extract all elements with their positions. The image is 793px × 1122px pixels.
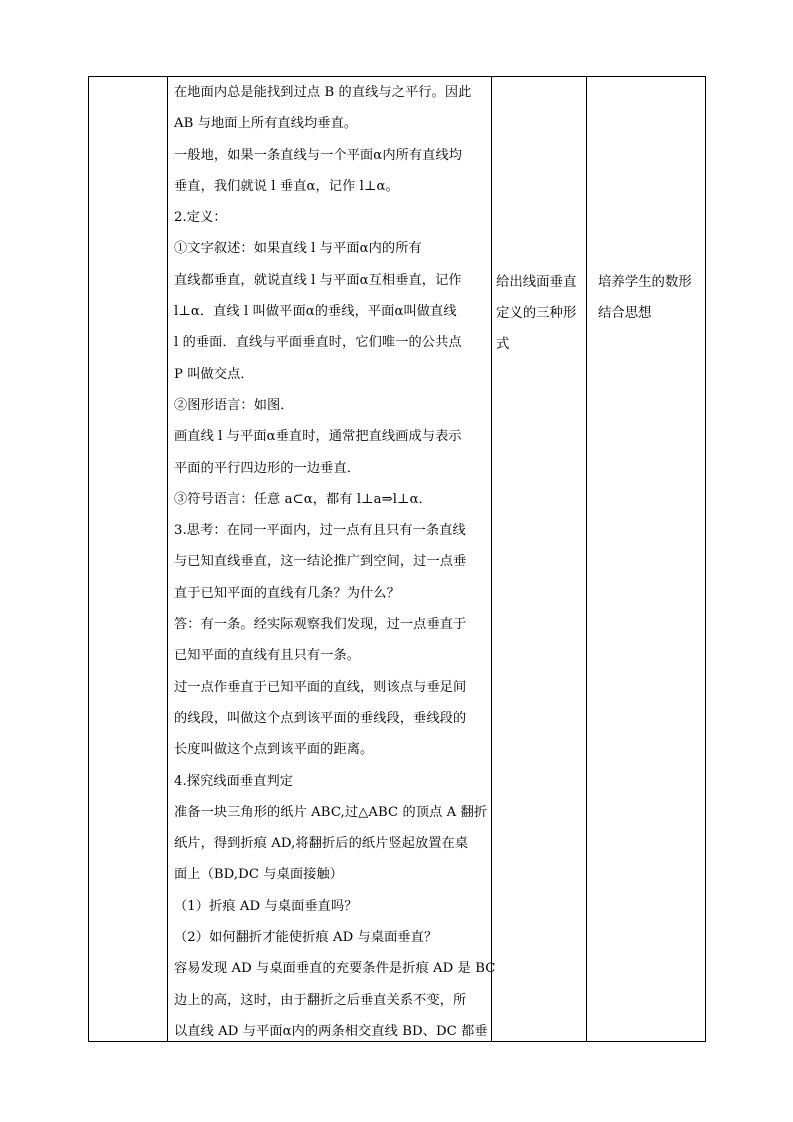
content-line: （2）如何翻折才能使折痕 AD 与桌面垂直？ xyxy=(174,930,438,946)
content-line: ①文字叙述：如果直线 l 与平面α内的所有 xyxy=(174,241,422,257)
content-line: 在地面内总是能找到过点 B 的直线与之平行。因此 xyxy=(174,85,472,100)
content-line: 平面的平行四边形的一边垂直． xyxy=(174,460,361,476)
content-line: ③符号语言：任意 a⊂α，都有 l⊥a⇒l⊥α． xyxy=(174,491,432,507)
content-line: ②图形语言：如图． xyxy=(174,397,294,413)
content-line: 直线都垂直，就说直线 l 与平面α互相垂直，记作 xyxy=(174,272,462,288)
content-line: 已知平面的直线有且只有一条。 xyxy=(174,648,361,664)
content-line: 答：有一条。经实际观察我们发现，过一点垂直于 xyxy=(174,617,467,633)
intent-line: 式 xyxy=(496,337,510,352)
column-divider xyxy=(586,77,587,1041)
content-line: 4.探究线面垂直判定 xyxy=(174,773,294,789)
content-line: 纸片，得到折痕 AD,将翻折后的纸片竖起放置在桌 xyxy=(174,836,469,852)
content-line: 的线段，叫做这个点到该平面的垂线段，垂线段的 xyxy=(174,710,467,726)
content-line: （1）折痕 AD 与桌面垂直吗？ xyxy=(174,898,358,914)
teaching-content-column xyxy=(169,77,569,1047)
content-line: 以直线 AD 与平面α内的两条相交直线 BD、DC 都垂 xyxy=(174,1023,488,1039)
content-line: 过一点作垂直于已知平面的直线，则该点与垂足间 xyxy=(174,679,467,695)
content-line: 容易发现 AD 与桌面垂直的充要条件是折痕 AD 是 BC xyxy=(174,961,496,977)
content-line: 面上（BD,DC 与桌面接触） xyxy=(174,867,344,883)
content-line: AB 与地面上所有直线均垂直。 xyxy=(174,116,358,132)
lesson-table xyxy=(88,76,706,1042)
content-line: l⊥α．直线 l 叫做平面α的垂线，平面α叫做直线 xyxy=(174,304,457,320)
goal-column xyxy=(598,267,698,329)
design-intent-column xyxy=(489,267,584,360)
goal-line: 结合思想 xyxy=(598,306,652,321)
column-divider xyxy=(167,77,168,1041)
content-line: 3.思考：在同一平面内，过一点有且只有一条直线 xyxy=(174,523,466,539)
content-line: 与已知直线垂直，这一结论推广到空间，过一点垂 xyxy=(174,554,467,570)
content-line: 长度叫做这个点到该平面的距离。 xyxy=(174,742,374,758)
intent-line: 给出线面垂直 xyxy=(496,275,577,290)
intent-line: 定义的三种形 xyxy=(496,306,577,321)
goal-line: 培养学生的数形 xyxy=(598,275,692,290)
content-line: 边上的高，这时，由于翻折之后垂直关系不变，所 xyxy=(174,992,467,1008)
content-line: P 叫做交点． xyxy=(174,366,254,382)
content-line: 2.定义： xyxy=(174,210,227,226)
content-line: 画直线 l 与平面α垂直时，通常把直线画成与表示 xyxy=(174,429,462,445)
content-line: 垂直，我们就说 l 垂直α，记作 l⊥α。 xyxy=(174,178,399,194)
content-line: 一般地，如果一条直线与一个平面α内所有直线均 xyxy=(174,147,463,163)
content-line: l 的垂面．直线与平面垂直时，它们唯一的公共点 xyxy=(174,335,462,351)
content-line: 直于已知平面的直线有几条？为什么？ xyxy=(174,585,400,601)
content-line: 准备一块三角形的纸片 ABC,过△ABC 的顶点 A 翻折 xyxy=(174,804,488,820)
